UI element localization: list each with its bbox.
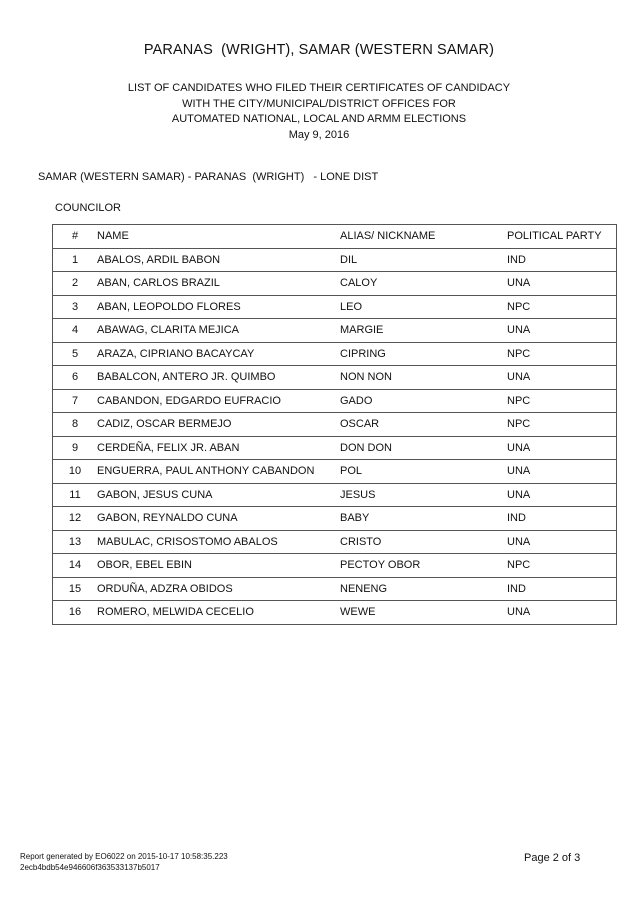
candidate-alias: WEWE — [340, 601, 507, 625]
candidate-alias: GADO — [340, 389, 507, 413]
candidate-alias: NENENG — [340, 577, 507, 601]
table-row — [53, 366, 617, 390]
candidate-name: ARAZA, CIPRIANO BACAYCAY — [97, 342, 340, 366]
table-row — [53, 577, 617, 601]
page-title: PARANAS (WRIGHT), SAMAR (WESTERN SAMAR) — [143, 42, 495, 58]
candidate-name: CERDEÑA, FELIX JR. ABAN — [97, 436, 340, 460]
position-heading: COUNCILOR — [55, 202, 122, 214]
table-row — [53, 342, 617, 366]
row-number: 8 — [53, 413, 98, 437]
table-row — [53, 460, 617, 484]
row-number: 16 — [53, 601, 98, 625]
row-number: 1 — [53, 248, 98, 272]
candidate-name: MABULAC, CRISOSTOMO ABALOS — [97, 530, 340, 554]
table-row — [53, 436, 617, 460]
document-subtitle — [0, 81, 638, 143]
candidate-party: NPC — [507, 413, 617, 437]
candidate-party: UNA — [507, 272, 617, 296]
report-generated-text: Report generated by EO6022 on 2015-10-17 10:58:35.223 — [20, 852, 228, 861]
candidate-alias: CALOY — [340, 272, 507, 296]
candidate-name: ABAN, LEOPOLDO FLORES — [97, 295, 340, 319]
column-header-name: NAME — [97, 225, 340, 249]
table-row — [53, 507, 617, 531]
page-number: Page 2 of 3 — [524, 852, 581, 864]
row-number: 9 — [53, 436, 98, 460]
row-number: 4 — [53, 319, 98, 343]
candidate-name: GABON, REYNALDO CUNA — [97, 507, 340, 531]
candidates-table — [52, 224, 617, 625]
election-date: May 9, 2016 — [288, 128, 350, 141]
candidate-party: IND — [507, 248, 617, 272]
candidate-party: IND — [507, 507, 617, 531]
row-number: 2 — [53, 272, 98, 296]
table-row — [53, 319, 617, 343]
row-number: 14 — [53, 554, 98, 578]
row-number: 10 — [53, 460, 98, 484]
candidate-alias: OSCAR — [340, 413, 507, 437]
table-row — [53, 413, 617, 437]
report-hash: 2ecb4bdb54e946606f363533137b5017 — [20, 863, 160, 872]
candidate-alias: BABY — [340, 507, 507, 531]
row-number: 5 — [53, 342, 98, 366]
table-header-row — [53, 225, 617, 249]
candidate-party: UNA — [507, 601, 617, 625]
candidate-name: BABALCON, ANTERO JR. QUIMBO — [97, 366, 340, 390]
candidate-alias: NON NON — [340, 366, 507, 390]
row-number: 3 — [53, 295, 98, 319]
candidate-name: GABON, JESUS CUNA — [97, 483, 340, 507]
column-header-party: POLITICAL PARTY — [507, 225, 617, 249]
candidate-party: UNA — [507, 530, 617, 554]
candidate-name: CABANDON, EDGARDO EUFRACIO — [97, 389, 340, 413]
subtitle-line: WITH THE CITY/MUNICIPAL/DISTRICT OFFICES FOR — [182, 97, 456, 110]
candidate-name: ABAWAG, CLARITA MEJICA — [97, 319, 340, 343]
candidate-party: NPC — [507, 295, 617, 319]
candidate-alias: CIPRING — [340, 342, 507, 366]
candidate-party: NPC — [507, 389, 617, 413]
candidate-party: UNA — [507, 436, 617, 460]
candidate-name: ABAN, CARLOS BRAZIL — [97, 272, 340, 296]
table-row — [53, 483, 617, 507]
candidate-name: ENGUERRA, PAUL ANTHONY CABANDON — [97, 460, 340, 484]
subtitle-line: LIST OF CANDIDATES WHO FILED THEIR CERTIFICATES OF CANDIDACY — [127, 82, 511, 94]
row-number: 12 — [53, 507, 98, 531]
table-row — [53, 389, 617, 413]
column-header-number: # — [53, 225, 98, 249]
column-header-alias: ALIAS/ NICKNAME — [340, 225, 507, 249]
candidate-party: NPC — [507, 554, 617, 578]
table-row — [53, 248, 617, 272]
candidate-alias: DIL — [340, 248, 507, 272]
candidate-alias: PECTOY OBOR — [340, 554, 507, 578]
candidate-party: UNA — [507, 483, 617, 507]
subtitle-line: AUTOMATED NATIONAL, LOCAL AND ARMM ELECTIONS — [171, 113, 467, 125]
candidate-alias: JESUS — [340, 483, 507, 507]
table-row — [53, 295, 617, 319]
candidate-alias: MARGIE — [340, 319, 507, 343]
candidate-name: CADIZ, OSCAR BERMEJO — [97, 413, 340, 437]
candidate-party: NPC — [507, 342, 617, 366]
table-row — [53, 554, 617, 578]
candidate-party: UNA — [507, 366, 617, 390]
candidate-party: UNA — [507, 460, 617, 484]
table-row — [53, 272, 617, 296]
table-row — [53, 530, 617, 554]
candidate-alias: CRISTO — [340, 530, 507, 554]
candidate-name: ORDUÑA, ADZRA OBIDOS — [97, 577, 340, 601]
candidate-name: OBOR, EBEL EBIN — [97, 554, 340, 578]
candidate-name: ROMERO, MELWIDA CECELIO — [97, 601, 340, 625]
candidate-party: UNA — [507, 319, 617, 343]
candidate-name: ABALOS, ARDIL BABON — [97, 248, 340, 272]
table-row — [53, 601, 617, 625]
row-number: 15 — [53, 577, 98, 601]
row-number: 7 — [53, 389, 98, 413]
row-number: 11 — [53, 483, 98, 507]
row-number: 6 — [53, 366, 98, 390]
report-footer — [20, 851, 228, 873]
candidate-alias: POL — [340, 460, 507, 484]
row-number: 13 — [53, 530, 98, 554]
candidate-alias: LEO — [340, 295, 507, 319]
district-heading: SAMAR (WESTERN SAMAR) - PARANAS (WRIGHT) - LONE DIST — [38, 171, 379, 183]
candidate-party: IND — [507, 577, 617, 601]
candidate-alias: DON DON — [340, 436, 507, 460]
